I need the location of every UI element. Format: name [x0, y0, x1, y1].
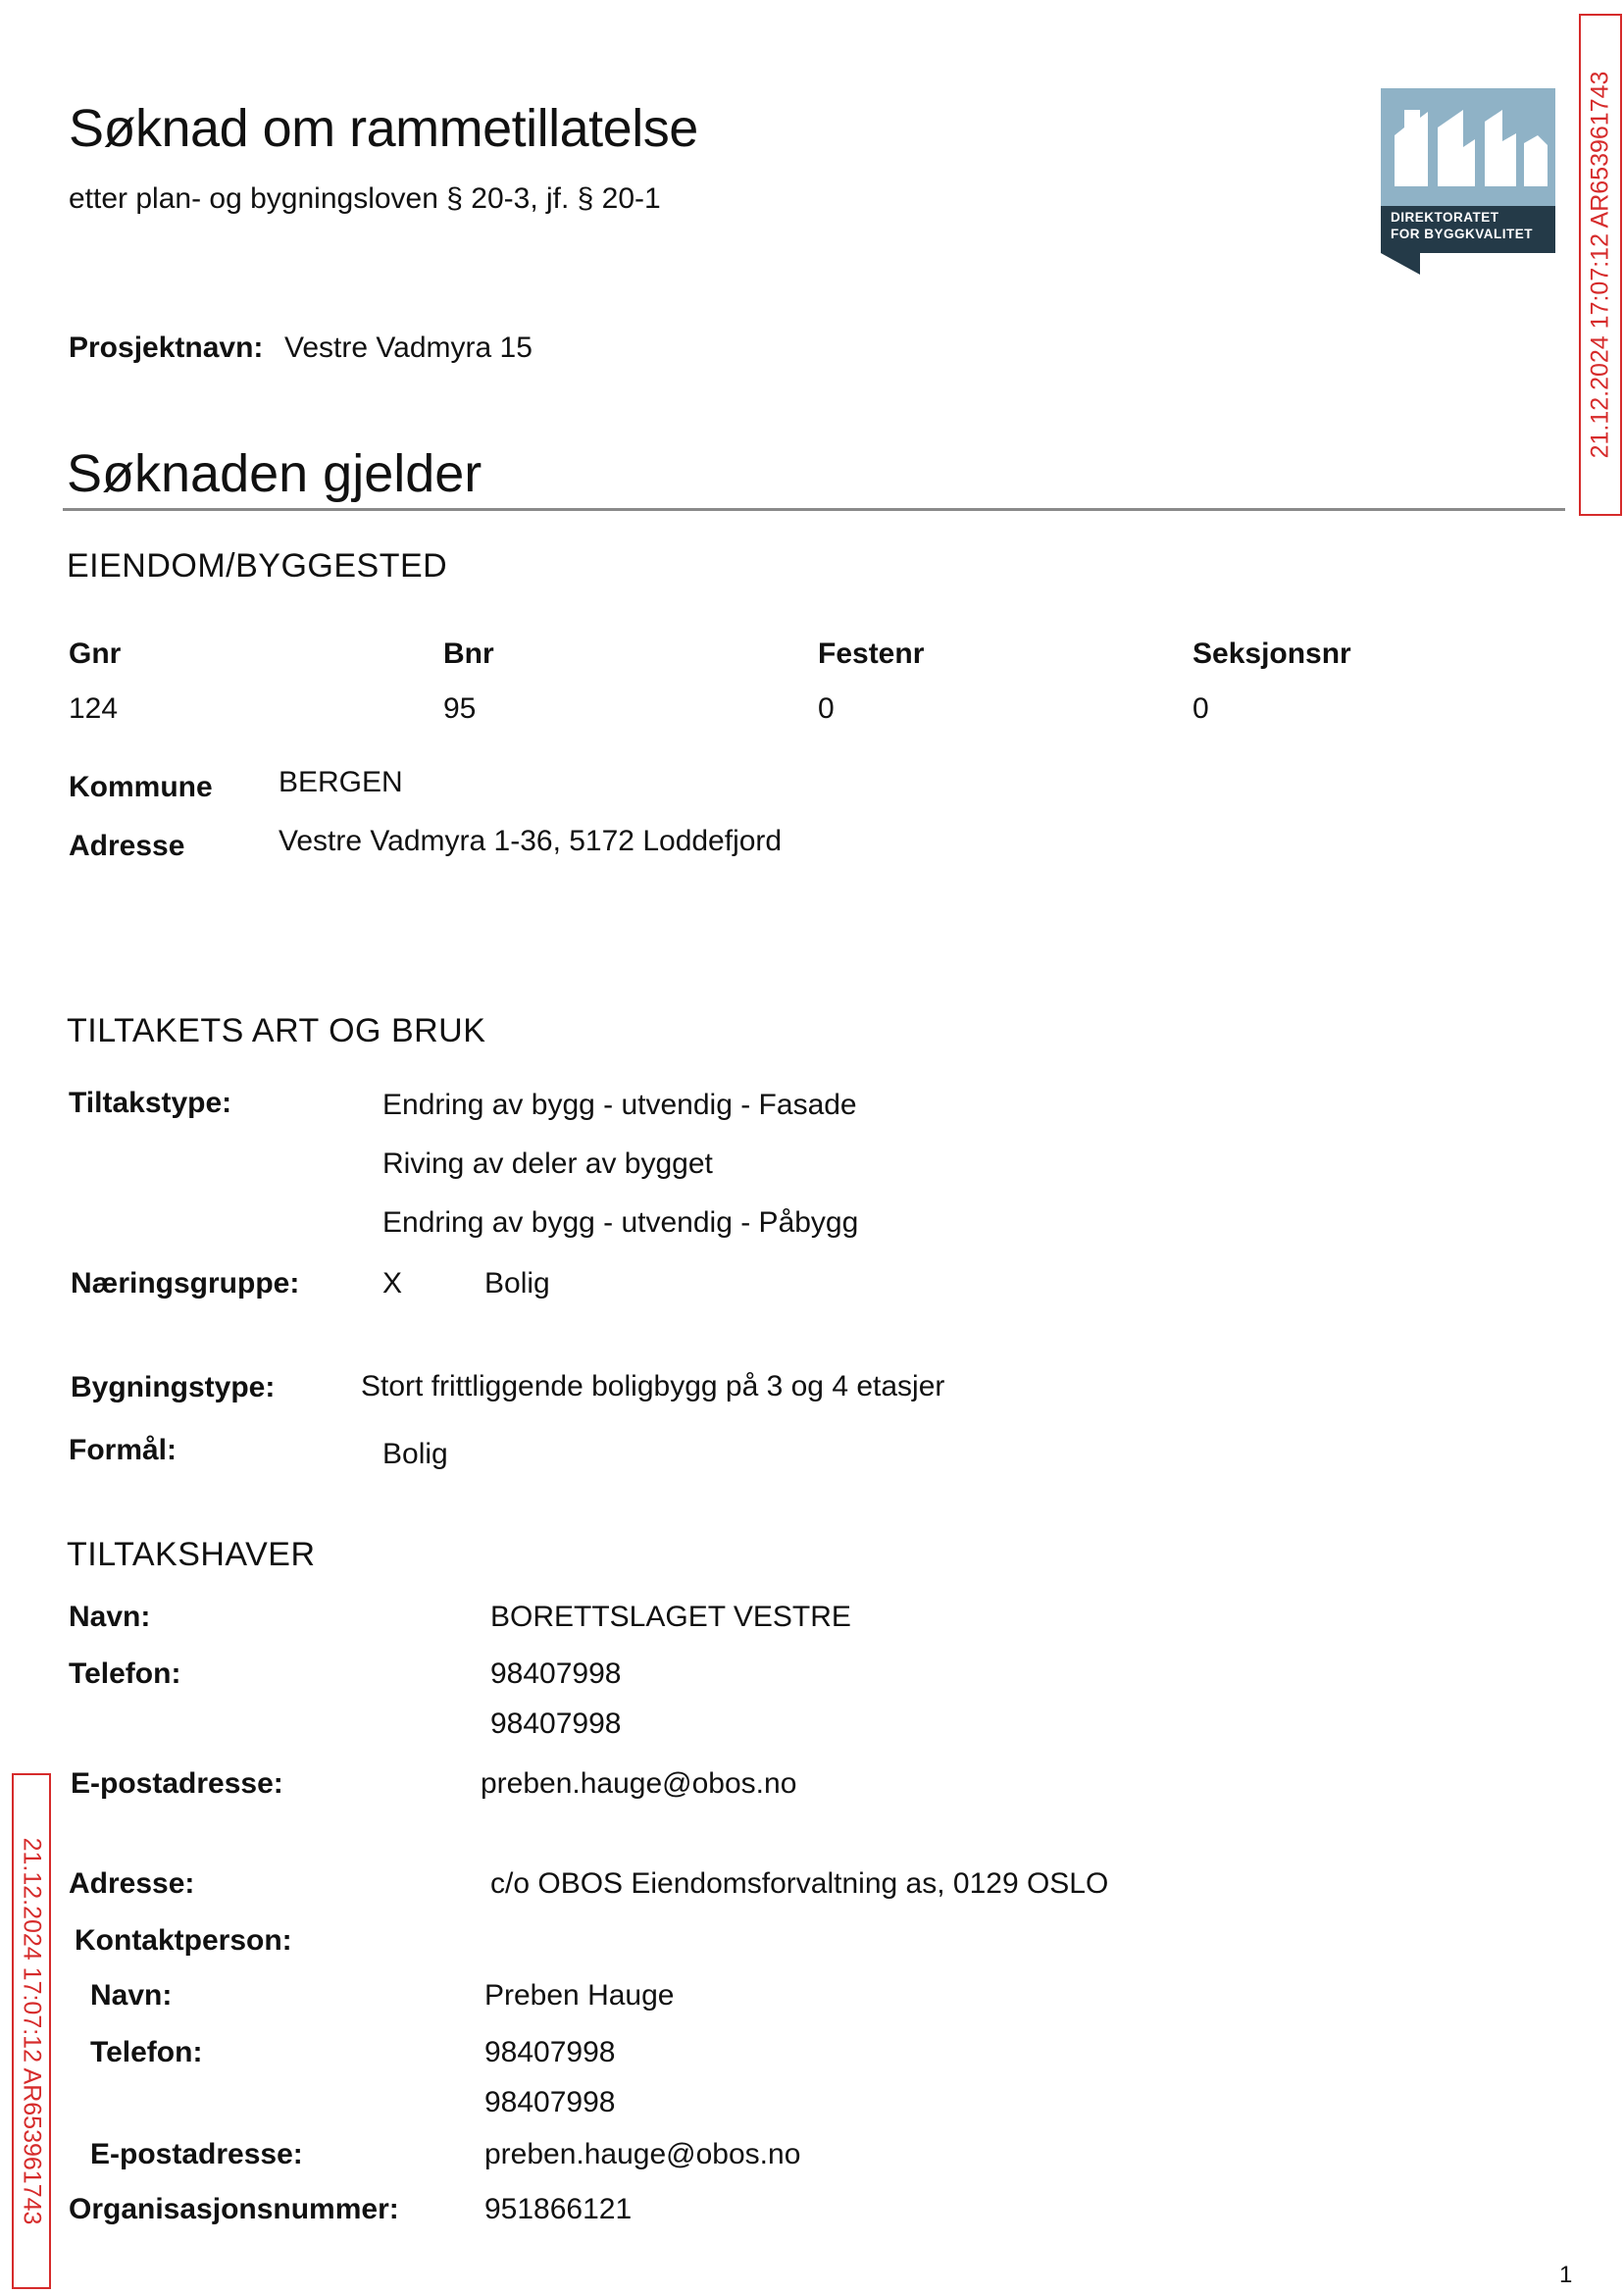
orgnr-value: 951866121: [484, 2193, 633, 2225]
tiltakshaver-navn-value: BORETTSLAGET VESTRE: [490, 1601, 851, 1633]
section-divider: [63, 508, 1565, 511]
naeringsgruppe-value: Bolig: [484, 1267, 550, 1300]
dibk-logo: [1381, 88, 1555, 250]
bygningstype-value: Stort frittliggende boligbygg på 3 og 4 etasjer: [361, 1370, 945, 1402]
orgnr-label: Organisasjonsnummer:: [69, 2193, 399, 2225]
tiltak-heading: TILTAKETS ART OG BRUK: [67, 1012, 486, 1049]
tiltakshaver-adresse-label: Adresse:: [69, 1867, 195, 1900]
eiendom-heading: EIENDOM/BYGGESTED: [67, 547, 448, 585]
project-value: Vestre Vadmyra 15: [284, 331, 533, 364]
stamp-text: 21.12.2024 17:07:12 AR653961743: [1586, 71, 1614, 459]
tiltakstype-label: Tiltakstype:: [69, 1087, 232, 1119]
seksjonsnr-value: 0: [1193, 692, 1209, 725]
gnr-label: Gnr: [69, 637, 122, 670]
tiltakstype-item: Riving av deler av bygget: [382, 1147, 713, 1180]
project-label: Prosjektnavn:: [69, 331, 264, 364]
tiltakstype-item: Endring av bygg - utvendig - Fasade: [382, 1089, 857, 1121]
naeringsgruppe-code: X: [382, 1267, 403, 1300]
festenr-label: Festenr: [818, 637, 925, 670]
tiltakshaver-heading: TILTAKSHAVER: [67, 1536, 316, 1573]
kontaktperson-label: Kontaktperson:: [75, 1924, 292, 1957]
formal-value: Bolig: [382, 1438, 448, 1470]
dibk-logo-graphic: [1381, 88, 1555, 275]
stamp-text: 21.12.2024 17:07:12 AR653961743: [18, 1837, 46, 2225]
bnr-value: 95: [443, 692, 477, 725]
logo-text-line1: DIREKTORATET: [1391, 210, 1499, 225]
tiltakshaver-telefon-label: Telefon:: [69, 1657, 181, 1690]
seksjonsnr-label: Seksjonsnr: [1193, 637, 1351, 670]
timestamp-stamp-right: [1579, 14, 1622, 516]
festenr-value: 0: [818, 692, 835, 725]
tiltakshaver-epost-label: E-postadresse:: [71, 1767, 283, 1800]
tiltakstype-item: Endring av bygg - utvendig - Påbygg: [382, 1206, 859, 1239]
kontakt-telefon-value: 98407998: [484, 2036, 616, 2068]
kontakt-navn-value: Preben Hauge: [484, 1979, 675, 2012]
tiltakshaver-telefon-value: 98407998: [490, 1657, 622, 1690]
bnr-label: Bnr: [443, 637, 494, 670]
tiltakshaver-epost-value[interactable]: preben.hauge@obos.no: [481, 1767, 797, 1800]
adresse-label: Adresse: [69, 830, 185, 862]
naeringsgruppe-label: Næringsgruppe:: [71, 1267, 300, 1300]
tiltakshaver-navn-label: Navn:: [69, 1601, 151, 1633]
timestamp-stamp-left: [12, 1773, 51, 2289]
kontakt-telefon-label: Telefon:: [90, 2036, 203, 2068]
kommune-value: BERGEN: [279, 766, 403, 798]
document-subtitle: etter plan- og bygningsloven § 20-3, jf. § 20-1: [69, 182, 661, 215]
kontakt-navn-label: Navn:: [90, 1979, 173, 2012]
gnr-value: 124: [69, 692, 119, 725]
page-number: 1: [1559, 2262, 1573, 2288]
adresse-value: Vestre Vadmyra 1-36, 5172 Loddefjord: [279, 825, 783, 857]
formal-label: Formål:: [69, 1434, 178, 1466]
kontakt-telefon-value: 98407998: [484, 2086, 616, 2118]
tiltakshaver-adresse-value: c/o OBOS Eiendomsforvaltning as, 0129 OSLO: [490, 1867, 1109, 1900]
logo-text-line2: FOR BYGGKVALITET: [1391, 227, 1533, 241]
kontakt-epost-value[interactable]: preben.hauge@obos.no: [484, 2138, 801, 2170]
bygningstype-label: Bygningstype:: [71, 1371, 276, 1403]
section-heading: Søknaden gjelder: [67, 444, 482, 503]
document-title: Søknad om rammetillatelse: [69, 99, 698, 158]
kontakt-epost-label: E-postadresse:: [90, 2138, 303, 2170]
kommune-label: Kommune: [69, 771, 213, 803]
tiltakshaver-telefon-value: 98407998: [490, 1708, 622, 1740]
